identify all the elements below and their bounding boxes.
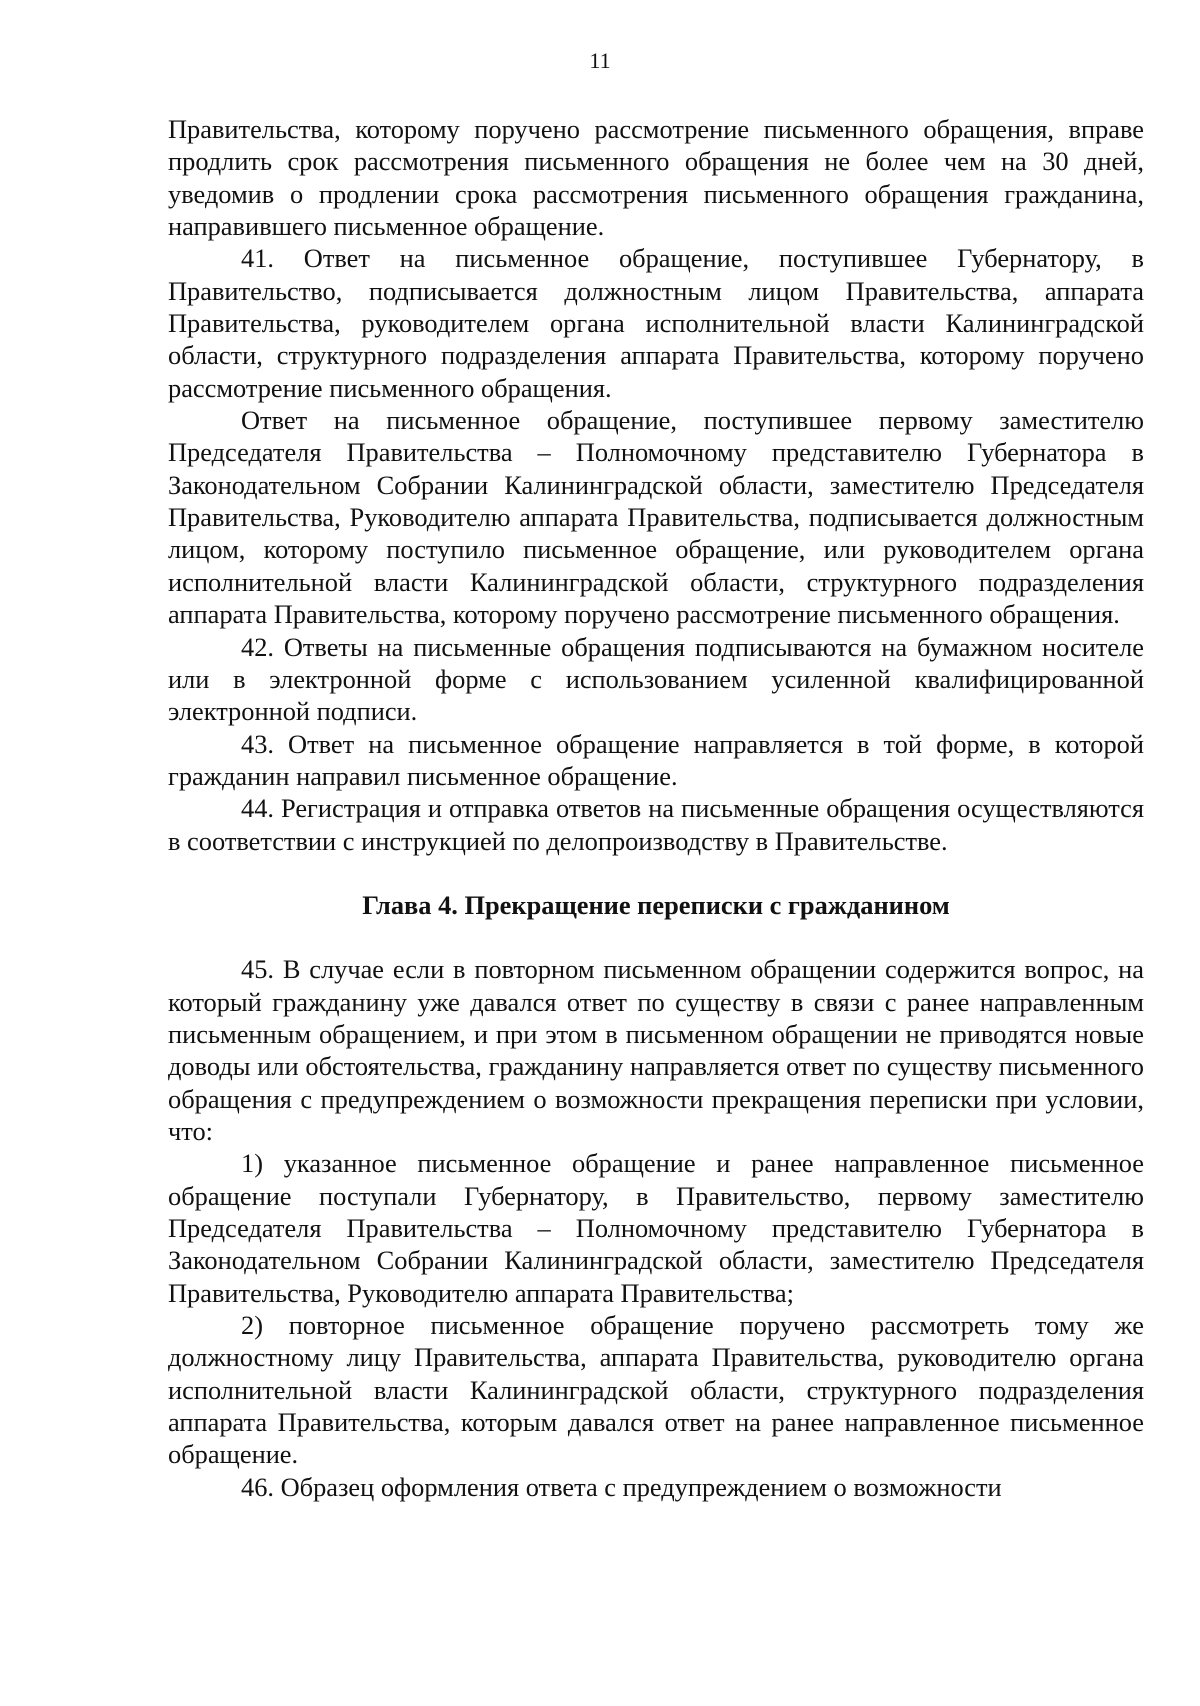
paragraph-45-item-1: 1) указанное письменное обращение и ранее направленное письменное обращение поступали Губернатору, в Правительство, первому заместителю Председателя Правительства – Полномочному представителю Губернатора в Законодательном Собрании Калининградской области, заместителю Председателя Правительства, Руководителю аппарата Правительства; bbox=[168, 1148, 1144, 1308]
paragraph-41: 41. Ответ на письменное обращение, поступившее Губернатору, в Правительство, подписывается должностным лицом Правительства, аппарата Правительства, руководителем органа исполнительной власти Калининградской области, структурного подразделения аппарата Правительства, которому поручено рассмотрение письменного обращения. bbox=[168, 243, 1144, 403]
paragraph-42: 42. Ответы на письменные обращения подписываются на бумажном носителе или в электронной форме с использованием усиленной квалифицированной электронной подписи. bbox=[168, 631, 1144, 727]
paragraph-41-continued: Ответ на письменное обращение, поступившее первому заместителю Председателя Правительства – Полномочному представителю Губернатора в Законодательном Собрании Калининградской области, заместителю Председателя Правительства, Руководителю аппарата Правительства, подписывается должностным лицом, которому поступило письменное обращение, или руководителем органа исполнительной власти Калининградской области, структурного подразделения аппарата Правительства, которому поручено рассмотрение письменного обращения. bbox=[168, 405, 1144, 630]
paragraph-45: 45. В случае если в повторном письменном обращении содержится вопрос, на который гражданину уже давался ответ по существу в связи с ранее направленным письменным обращением, и при этом в письменном обращении не приводятся новые доводы или обстоятельства, гражданину направляется ответ по существу письменного обращения с предупреждением о возможности прекращения переписки при условии, что: bbox=[168, 954, 1144, 1146]
page-number: 11 bbox=[589, 48, 611, 73]
chapter-4-heading: Глава 4. Прекращение переписки с гражданином bbox=[362, 889, 950, 920]
paragraph-45-item-2: 2) повторное письменное обращение поручено рассмотреть тому же должностному лицу Правительства, аппарата Правительства, руководителю органа исполнительной власти Калининградской области, структурного подразделения аппарата Правительства, которым давался ответ на ранее направленное письменное обращение. bbox=[168, 1310, 1144, 1470]
document-body bbox=[168, 113, 1144, 1503]
paragraph-43: 43. Ответ на письменное обращение направляется в той форме, в которой гражданин направил письменное обращение. bbox=[168, 728, 1144, 791]
paragraph-intro: Правительства, которому поручено рассмотрение письменного обращения, вправе продлить срок рассмотрения письменного обращения не более чем на 30 дней, уведомив о продлении срока рассмотрения письменного обращения гражданина, направившего письменное обращение. bbox=[168, 114, 1144, 242]
paragraph-46: 46. Образец оформления ответа с предупреждением о возможности bbox=[241, 1471, 1002, 1502]
paragraph-44: 44. Регистрация и отправка ответов на письменные обращения осуществляются в соответствии с инструкцией по делопроизводству в Правительстве. bbox=[168, 793, 1144, 856]
